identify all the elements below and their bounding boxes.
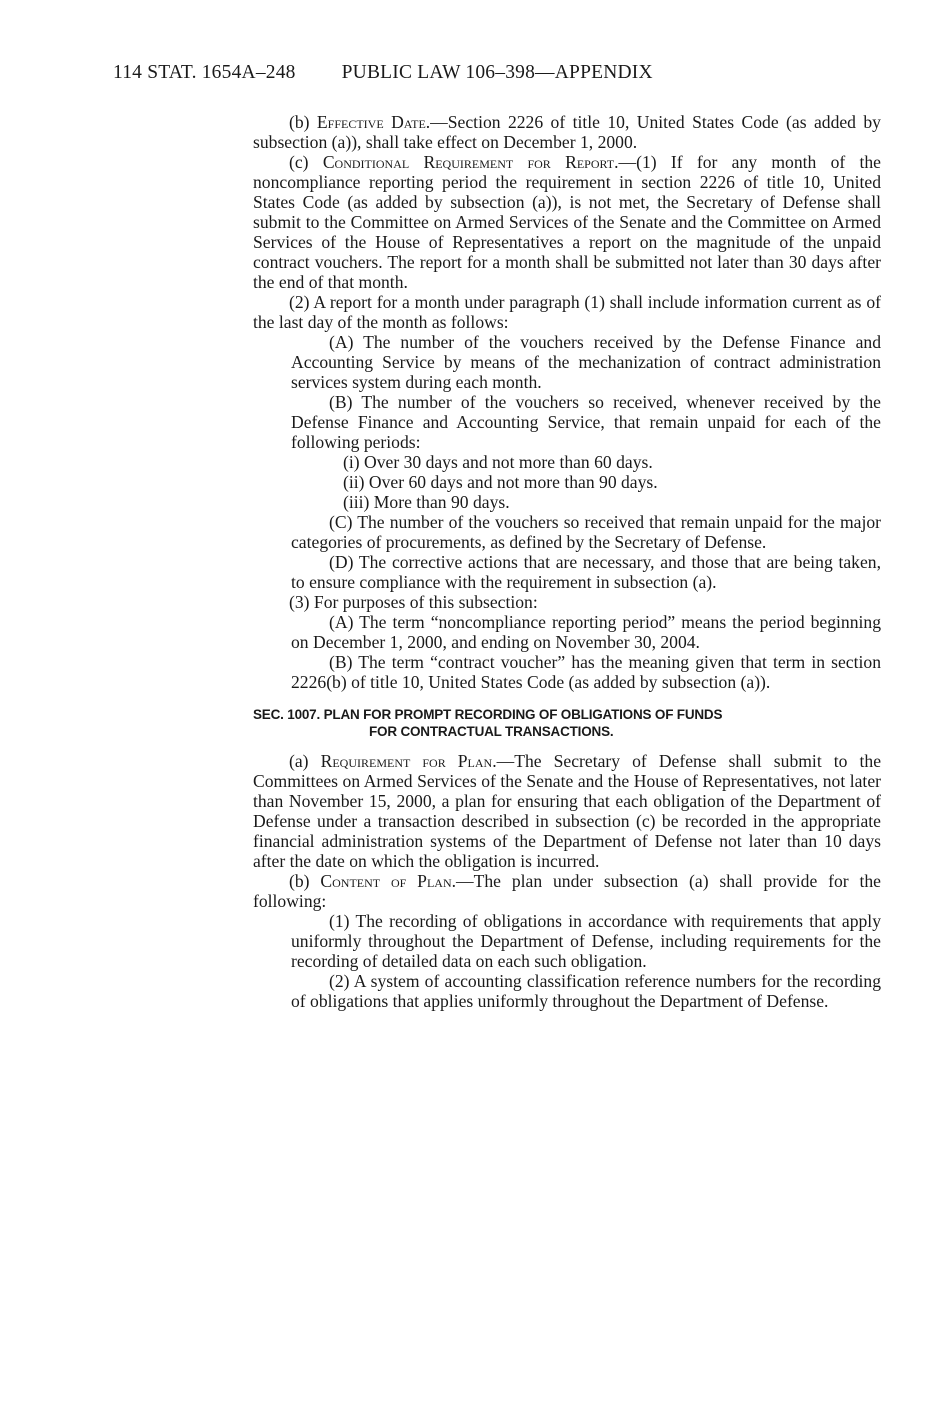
clause-iii: (iii) More than 90 days.: [343, 492, 510, 512]
paragraph-3: (3) For purposes of this subsection:: [289, 592, 538, 612]
subsection-heading: Content of Plan: [320, 871, 452, 891]
paragraph-requirement-for-plan: (a) Requirement for Plan.—The Secretary of Defense shall submit to the Committees on Armed Services of the Senate and the House of Representatives, not later than November 15, 2000, a plan for ensuring that each obligation of the Department of Defense under a transaction described in subsection (c) be recorded in the appropriate financial administration systems of the Department of Defense not later than 10 days after the date on which the obligation is incurred.: [253, 751, 881, 871]
paragraph-3B: (B) The term “contract voucher” has the meaning given that term in section 2226(b) of title 10, United States Code (as added by subsection (a)).: [291, 652, 881, 692]
paragraph-2: (2) A report for a month under paragraph (1) shall include information current as of the last day of the month as follows:: [253, 292, 881, 332]
paragraph-3A: (A) The term “noncompliance reporting period” means the period beginning on December 1, 2000, and ending on November 30, 2004.: [291, 612, 881, 652]
subsection-heading: Conditional Requirement for Report: [322, 152, 615, 172]
section-heading-line2: FOR CONTRACTUAL TRANSACTIONS.: [369, 724, 614, 739]
subsection-heading: Effective Date: [316, 112, 426, 132]
paragraph-2D: (D) The corrective actions that are necessary, and those that are being taken, to ensure compliance with the requirement in subsection (a).: [291, 552, 881, 592]
paragraph-2A: (A) The number of the vouchers received by the Defense Finance and Accounting Service by means of the mechanization of contract administration services system during each month.: [291, 332, 881, 392]
paragraph-content-of-plan: (b) Content of Plan.—The plan under subsection (a) shall provide for the following:: [253, 871, 881, 911]
section-heading: [253, 706, 881, 740]
stat-citation: 114 STAT. 1654A–248: [113, 62, 296, 83]
law-title: PUBLIC LAW 106–398—APPENDIX: [341, 62, 653, 83]
paragraph-conditional-requirement: (c) Conditional Requirement for Report.—(1) If for any month of the noncompliance reporting period the requirement in section 2226 of title 10, United States Code (as added by subsection (a)), is not met, the Secretary of Defense shall submit to the Committee on Armed Services of the Senate and the Committee on Armed Services of the House of Representatives a report on the magnitude of the unpaid contract vouchers. The report for a month shall be submitted not later than 30 days after the end of that month.: [253, 152, 881, 292]
clause-i: (i) Over 30 days and not more than 60 days.: [343, 452, 653, 472]
paragraph-plan-1: (1) The recording of obligations in accordance with requirements that apply uniformly throughout the Department of Defense, including requirements for the recording of detailed data on each such obligation.: [291, 911, 881, 971]
subsection-heading: Requirement for Plan: [320, 751, 493, 771]
section-heading-line1: SEC. 1007. PLAN FOR PROMPT RECORDING OF OBLIGATIONS OF FUNDS: [253, 707, 723, 722]
paragraph-2B: (B) The number of the vouchers so received, whenever received by the Defense Finance and Accounting Service, that remain unpaid for each of the following periods:: [291, 392, 881, 452]
paragraph-2C: (C) The number of the vouchers so received that remain unpaid for the major categories of procurements, as defined by the Secretary of Defense.: [291, 512, 881, 552]
paragraph-plan-2: (2) A system of accounting classification reference numbers for the recording of obligations that applies uniformly throughout the Department of Defense.: [291, 971, 881, 1011]
document-body: [253, 112, 881, 1011]
paragraph-effective-date: (b) Effective Date.—Section 2226 of title 10, United States Code (as added by subsection (a)), shall take effect on December 1, 2000.: [253, 112, 881, 152]
page-header: [113, 62, 653, 84]
clause-ii: (ii) Over 60 days and not more than 90 days.: [343, 472, 658, 492]
